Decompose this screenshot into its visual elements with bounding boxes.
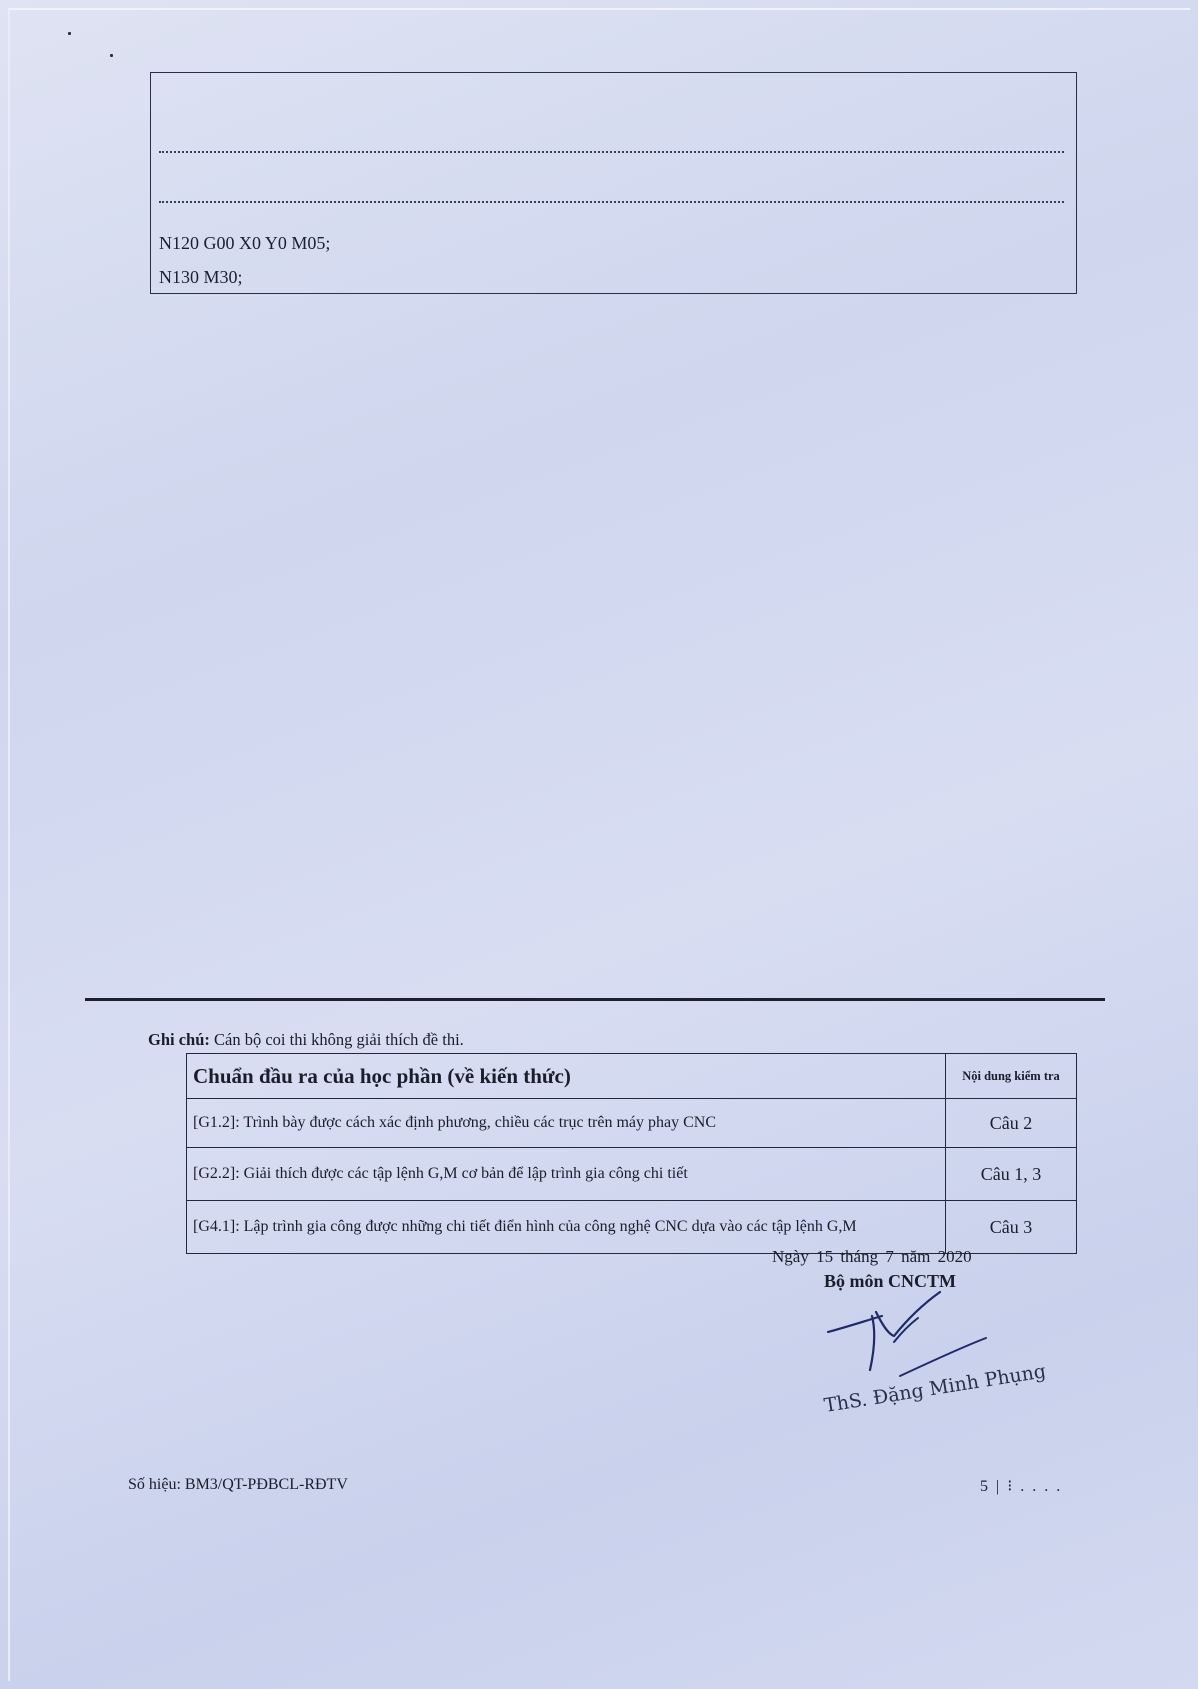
blank-answer-line bbox=[159, 201, 1064, 203]
outcome-column-header: Chuẩn đầu ra của học phần (về kiến thức) bbox=[187, 1054, 946, 1099]
content-cell: Câu 1, 3 bbox=[946, 1148, 1077, 1201]
content-column-header: Nội dung kiểm tra bbox=[946, 1054, 1077, 1099]
gcode-line: N120 G00 X0 Y0 M05; bbox=[159, 233, 331, 253]
exam-note bbox=[148, 1030, 464, 1050]
table-row bbox=[187, 1201, 1077, 1254]
signer-name: ThS. Đặng Minh Phụng bbox=[822, 1360, 1048, 1417]
gcode-program-box bbox=[150, 72, 1077, 294]
section-divider bbox=[85, 998, 1105, 1001]
outcome-cell: [G4.1]: Lập trình gia công được những chi tiết điển hình của công nghệ CNC dựa vào các tập lệnh G,M bbox=[187, 1201, 946, 1254]
scan-speck bbox=[110, 54, 113, 57]
handwritten-signature bbox=[820, 1272, 1038, 1440]
learning-outcomes-table bbox=[186, 1053, 1077, 1254]
gcode-line: N130 M30; bbox=[159, 267, 243, 287]
table-row bbox=[187, 1099, 1077, 1148]
content-cell: Câu 2 bbox=[946, 1099, 1077, 1148]
form-number: Số hiệu: BM3/QT-PĐBCL-RĐTV bbox=[128, 1476, 348, 1493]
outcome-cell: [G2.2]: Giải thích được các tập lệnh G,M cơ bản để lập trình gia công chi tiết bbox=[187, 1148, 946, 1201]
page-number: 5 | ⁝ . . . . bbox=[980, 1478, 1063, 1495]
note-text: Cán bộ coi thi không giải thích đề thi. bbox=[214, 1030, 464, 1049]
table-header-row bbox=[187, 1054, 1077, 1099]
scan-speck bbox=[68, 32, 71, 35]
department-name: Bộ môn CNCTM bbox=[824, 1271, 957, 1291]
table-row bbox=[187, 1148, 1077, 1201]
sign-date: Ngày 15 tháng 7 năm 2020 bbox=[772, 1247, 972, 1266]
blank-answer-line bbox=[159, 151, 1064, 153]
outcome-cell: [G1.2]: Trình bày được cách xác định phương, chiều các trục trên máy phay CNC bbox=[187, 1099, 946, 1148]
note-label: Ghi chú: bbox=[148, 1030, 210, 1049]
content-cell: Câu 3 bbox=[946, 1201, 1077, 1254]
